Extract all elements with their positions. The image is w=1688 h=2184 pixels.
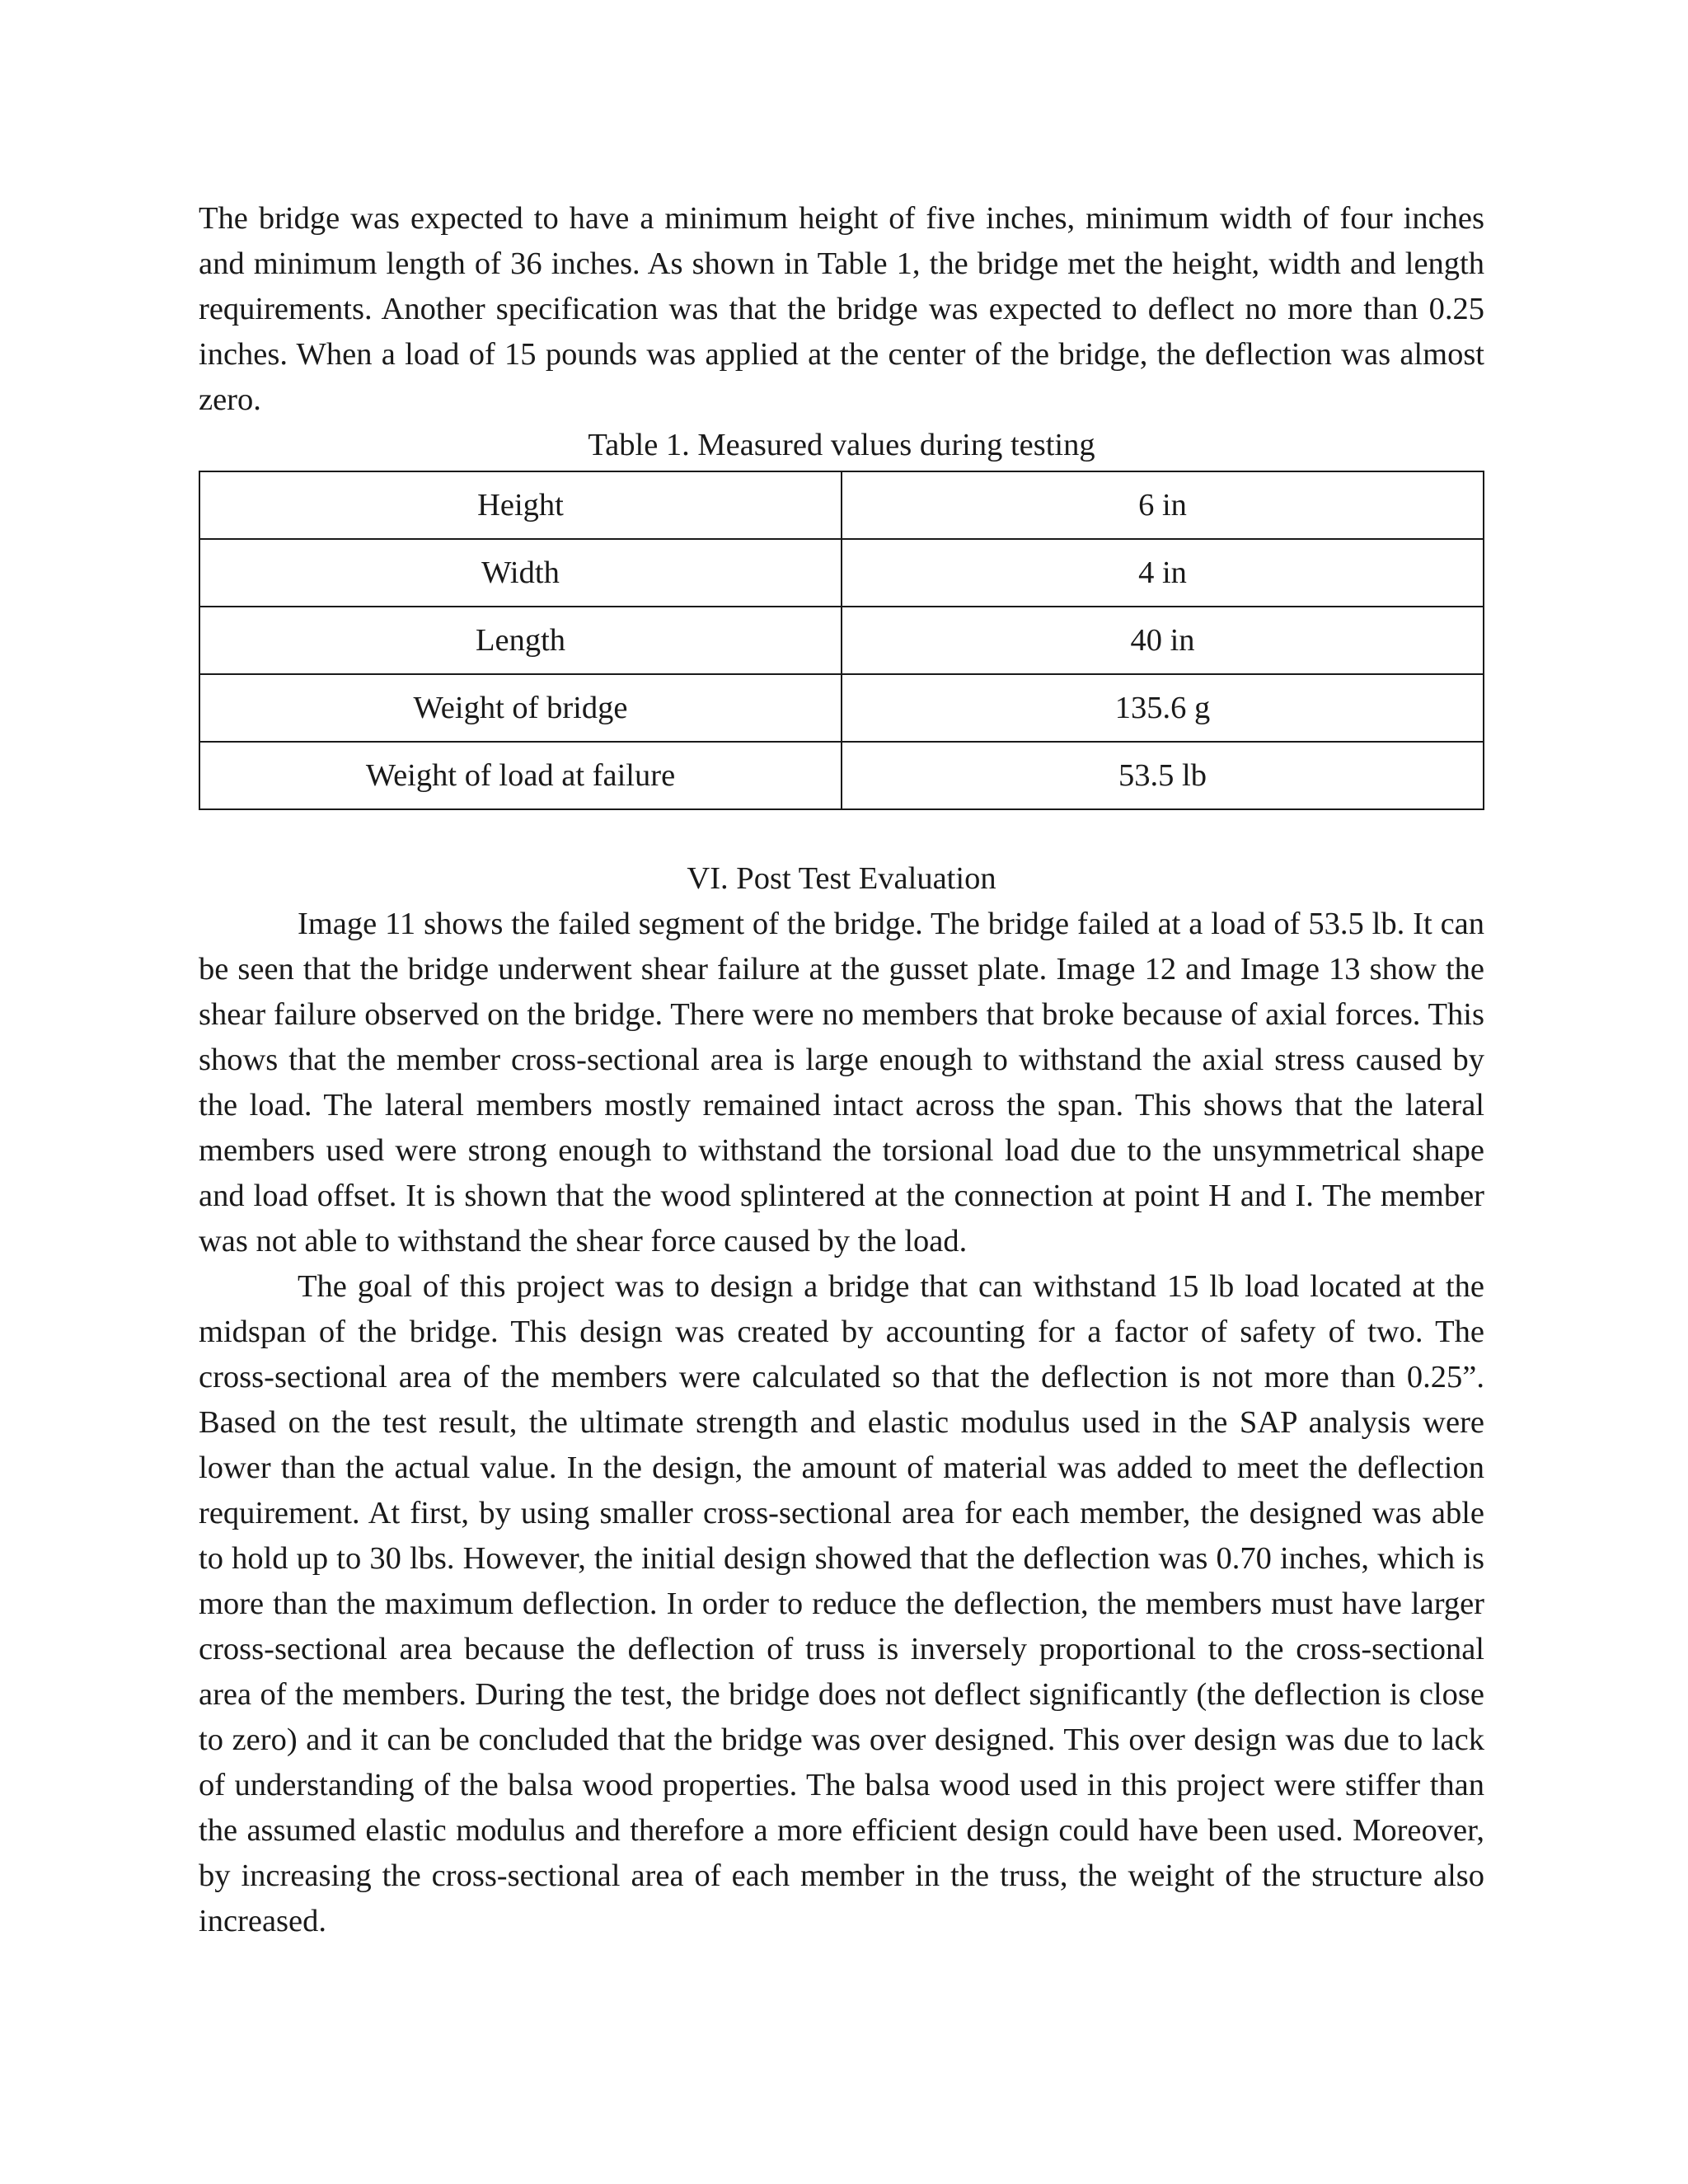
document-page bbox=[199, 196, 1484, 1944]
table-cell-value: 135.6 g bbox=[842, 674, 1484, 742]
measured-values-table bbox=[199, 471, 1484, 810]
table-cell-label: Weight of bridge bbox=[199, 674, 842, 742]
section-heading: VI. Post Test Evaluation bbox=[687, 861, 996, 896]
table-row bbox=[199, 539, 1484, 607]
table-cell-value: 6 in bbox=[842, 471, 1484, 539]
table-cell-label: Width bbox=[199, 539, 842, 607]
intro-paragraph: The bridge was expected to have a minimum height of five inches, minimum width of four inches and minimum length of 36 inches. As shown in Table 1, the bridge met the height, width and length requirements. Another specification was that the bridge was expected to deflect no more than 0.25 inches. When a load of 15 pounds was applied at the center of the bridge, the deflection was almost zero. bbox=[199, 201, 1484, 417]
table-row bbox=[199, 607, 1484, 674]
table-cell-value: 4 in bbox=[842, 539, 1484, 607]
body-paragraph: The goal of this project was to design a bridge that can withstand 15 lb load located at the midspan of the bridge. This design was created by accounting for a factor of safety of two. The cross-sectional area of the members were calculated so that the deflection is not more than 0.25”. Based on the test result, the ultimate strength and elastic modulus used in the SAP analysis were lower than the actual value. In the design, the amount of material was added to meet the deflection requirement. At first, by using smaller cross-sectional area for each member, the designed was able to hold up to 30 lbs. However, the initial design showed that the deflection was 0.70 inches, which is more than the maximum deflection. In order to reduce the deflection, the members must have larger cross-sectional area because the deflection of truss is inversely proportional to the cross-sectional area of the members. During the test, the bridge does not deflect significantly (the deflection is close to zero) and it can be concluded that the bridge was over designed. This over design was due to lack of understanding of the balsa wood properties. The balsa wood used in this project were stiffer than the assumed elastic modulus and therefore a more efficient design could have been used. Moreover, by increasing the cross-sectional area of each member in the truss, the weight of the structure also increased. bbox=[199, 1269, 1484, 1938]
table-caption: Table 1. Measured values during testing bbox=[588, 428, 1095, 462]
table-cell-value: 53.5 lb bbox=[842, 742, 1484, 809]
table-cell-label: Weight of load at failure bbox=[199, 742, 842, 809]
table-row bbox=[199, 471, 1484, 539]
table-row bbox=[199, 674, 1484, 742]
table-cell-label: Height bbox=[199, 471, 842, 539]
table-row bbox=[199, 742, 1484, 809]
body-paragraph: Image 11 shows the failed segment of the bridge. The bridge failed at a load of 53.5 lb. It can be seen that the bridge underwent shear failure at the gusset plate. Image 12 and Image 13 show the shear failure observed on the bridge. There were no members that broke because of axial forces. This shows that the member cross-sectional area is large enough to withstand the axial stress caused by the load. The lateral members mostly remained intact across the span. This shows that the lateral members used were strong enough to withstand the torsional load due to the unsymmetrical shape and load offset. It is shown that the wood splintered at the connection at point H and I. The member was not able to withstand the shear force caused by the load. bbox=[199, 907, 1484, 1258]
table-cell-value: 40 in bbox=[842, 607, 1484, 674]
table-cell-label: Length bbox=[199, 607, 842, 674]
